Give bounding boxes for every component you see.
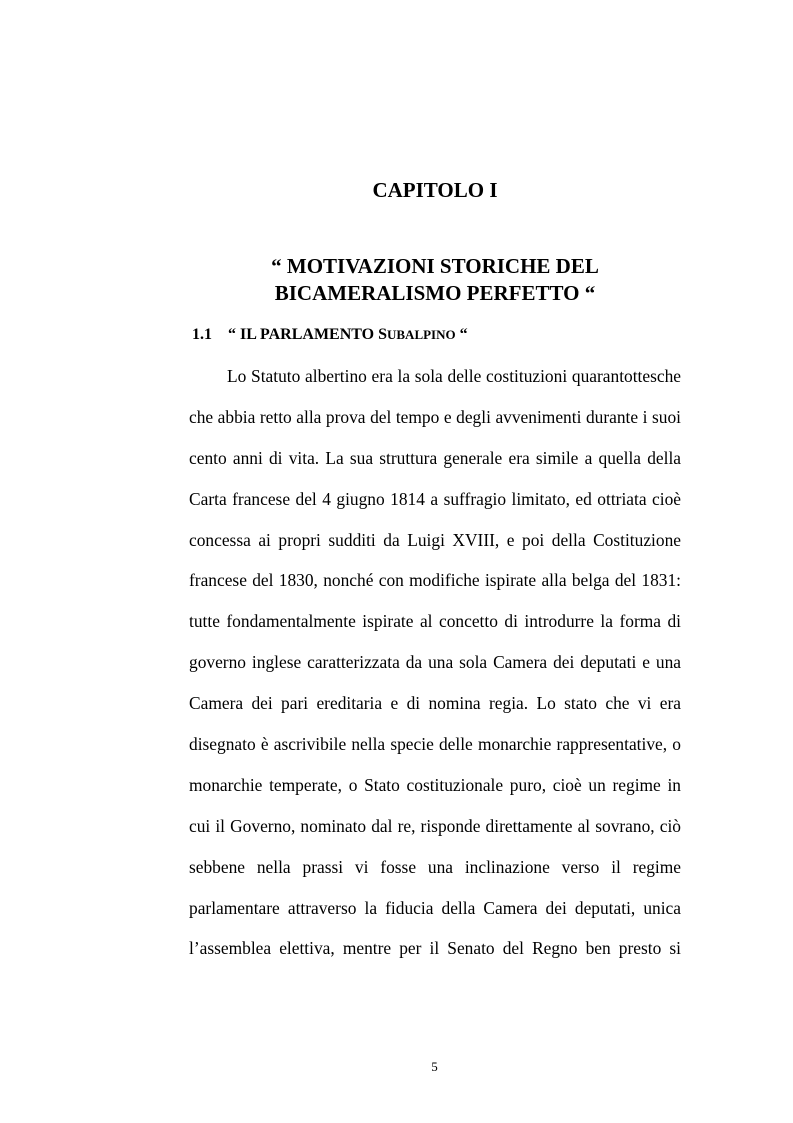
body-line: francese del 1830, nonché con modifiche ispirate alla belga del 1831: <box>189 570 681 591</box>
body-line: monarchie temperate, o Stato costituzionale puro, cioè un regime in <box>189 774 681 795</box>
body-line: cui il Governo, nominato dal re, risponde direttamente al sovrano, ciò <box>189 815 681 836</box>
section-title-initial: S <box>378 326 387 343</box>
body-line: che abbia retto alla prova del tempo e degli avvenimenti durante i suoi <box>189 406 681 427</box>
body-line: Carta francese del 4 giugno 1814 a suffragio limitato, ed ottriata cioè <box>189 488 681 509</box>
body-line: cento anni di vita. La sua struttura generale era simile a quella della <box>189 447 681 468</box>
section-title-prefix: “ IL PARLAMENTO <box>228 326 379 343</box>
body-line: Lo Statuto albertino era la sola delle costituzioni quarantottesche <box>227 366 681 386</box>
body-line: governo inglese caratterizzata da una sola Camera dei deputati e una <box>189 652 681 673</box>
section-title-suffix: “ <box>455 326 468 343</box>
body-line: Camera dei pari ereditaria e di nomina regia. Lo stato che vi era <box>189 693 681 714</box>
chapter-subtitle-line: “ MOTIVAZIONI STORICHE DEL <box>271 254 599 278</box>
body-line: parlamentare attraverso la fiducia della Camera dei deputati, unica <box>189 897 681 918</box>
body-line: sebbene nella prassi vi fosse una inclinazione verso il regime <box>189 856 681 877</box>
chapter-subtitle <box>189 253 681 307</box>
body-line: tutte fondamentalmente ispirate al concetto di introdurre la forma di <box>189 611 681 632</box>
chapter-title: CAPITOLO I <box>372 178 498 202</box>
body-line: concessa ai propri sudditi da Luigi XVIII, e poi della Costituzione <box>189 529 681 550</box>
chapter-subtitle-line: BICAMERALISMO PERFETTO “ <box>274 281 596 305</box>
section-heading <box>192 323 468 347</box>
body-line: l’assemblea elettiva, mentre per il Senato del Regno ben presto si <box>189 938 681 959</box>
section-title-rest: UBALPINO <box>387 327 456 342</box>
section-number: 1.1 <box>192 326 212 343</box>
body-line: disegnato è ascrivibile nella specie delle monarchie rappresentative, o <box>189 734 681 755</box>
page-number: 5 <box>431 1059 438 1074</box>
body-paragraph <box>189 360 681 973</box>
